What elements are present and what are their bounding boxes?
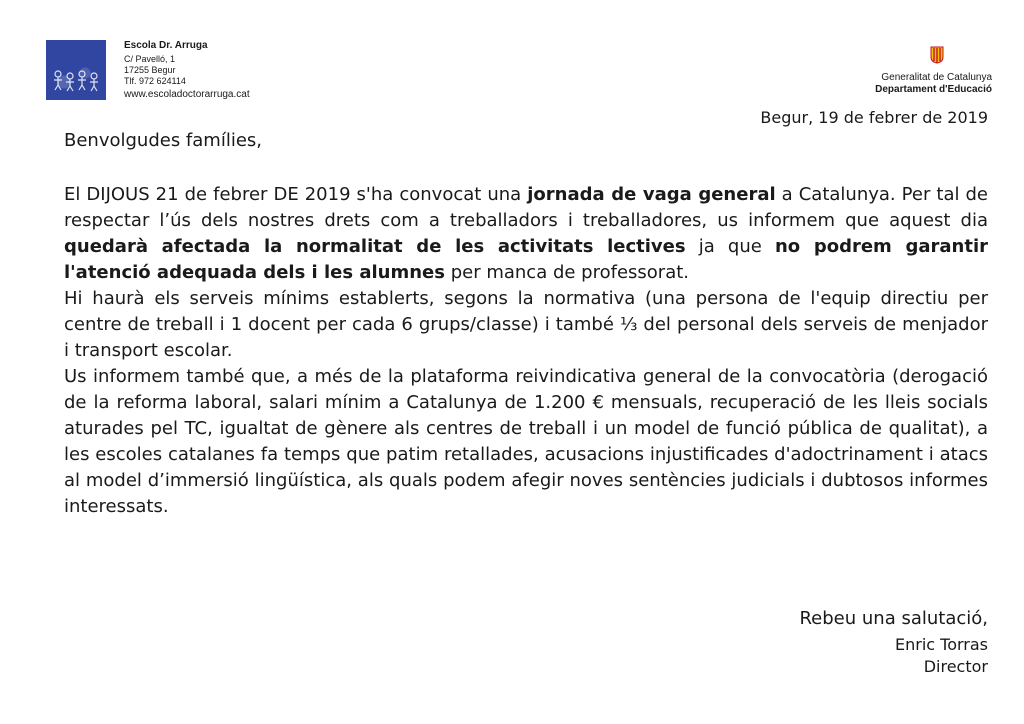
signer-name: Enric Torras bbox=[894, 635, 988, 654]
school-info bbox=[124, 40, 250, 100]
paragraph-minimum-services: Hi haurà els serveis mínims establerts, segons la normativa (una persona de l'equip directiu per centre de treball i 1 docent per cada 6 grups/classe) i també ⅓ del personal dels serveis de menjador i transport escolar. bbox=[64, 288, 988, 361]
signer-title: Director bbox=[923, 657, 988, 676]
children-drawing-icon bbox=[52, 68, 100, 92]
p1-bold-no-guarantee: no podrem garantir l'atenció adequada dels i les alumnes bbox=[64, 236, 988, 283]
school-website: www.escoladoctorarruga.cat bbox=[124, 89, 250, 100]
government-header bbox=[875, 46, 992, 96]
school-name: Escola Dr. Arruga bbox=[124, 40, 208, 51]
salutation: Rebeu una salutació, bbox=[799, 608, 988, 629]
paragraph-demands: Us informem també que, a més de la plataforma reivindicativa general de la convocatòria (derogació de la reforma laboral, salari mínim a Catalunya de 1.200 € mensuals, recuperació de les lleis socials aturades pel TC, igualtat de gènere als centres de treball i un model de funció pública de qualitat), a les escoles catalanes fa temps que patim retallades, acusacions injustificades d'adoctrinament i atacs al model d’immersió lingüística, als quals podem afegir noves sentències judicials i dubtosos informes interessats. bbox=[64, 366, 988, 517]
letter-date: Begur, 19 de febrer de 2019 bbox=[760, 108, 988, 127]
senyera-emblem-icon bbox=[930, 46, 944, 64]
p1-text-g: per manca de professorat. bbox=[444, 262, 690, 283]
signoff bbox=[799, 608, 988, 678]
p1-text-a: El DIJOUS 21 de febrer DE 2019 s'ha convocat una bbox=[64, 184, 528, 205]
p1-text-e: ja que bbox=[685, 236, 775, 257]
gov-department: Departament d'Educació bbox=[875, 84, 992, 95]
school-logo bbox=[46, 40, 106, 100]
greeting: Benvolgudes famílies, bbox=[64, 130, 263, 151]
paragraph-strike-notice bbox=[64, 182, 988, 286]
school-address: C/ Pavelló, 1 bbox=[124, 54, 176, 64]
p1-bold-general-strike: jornada de vaga general bbox=[527, 184, 776, 205]
school-postal: 17255 Begur bbox=[124, 65, 176, 75]
p1-bold-activities-affected: quedarà afectada la normalitat de les activitats lectives bbox=[64, 236, 686, 257]
p1-text-c: a Catalunya. Per tal de respectar l’ús dels nostres drets com a treballadors i treballadores, us informem que aquest dia bbox=[64, 184, 988, 231]
gov-name: Generalitat de Catalunya bbox=[881, 72, 992, 83]
school-phone: Tlf. 972 624114 bbox=[124, 76, 186, 86]
letter-body bbox=[64, 182, 988, 520]
